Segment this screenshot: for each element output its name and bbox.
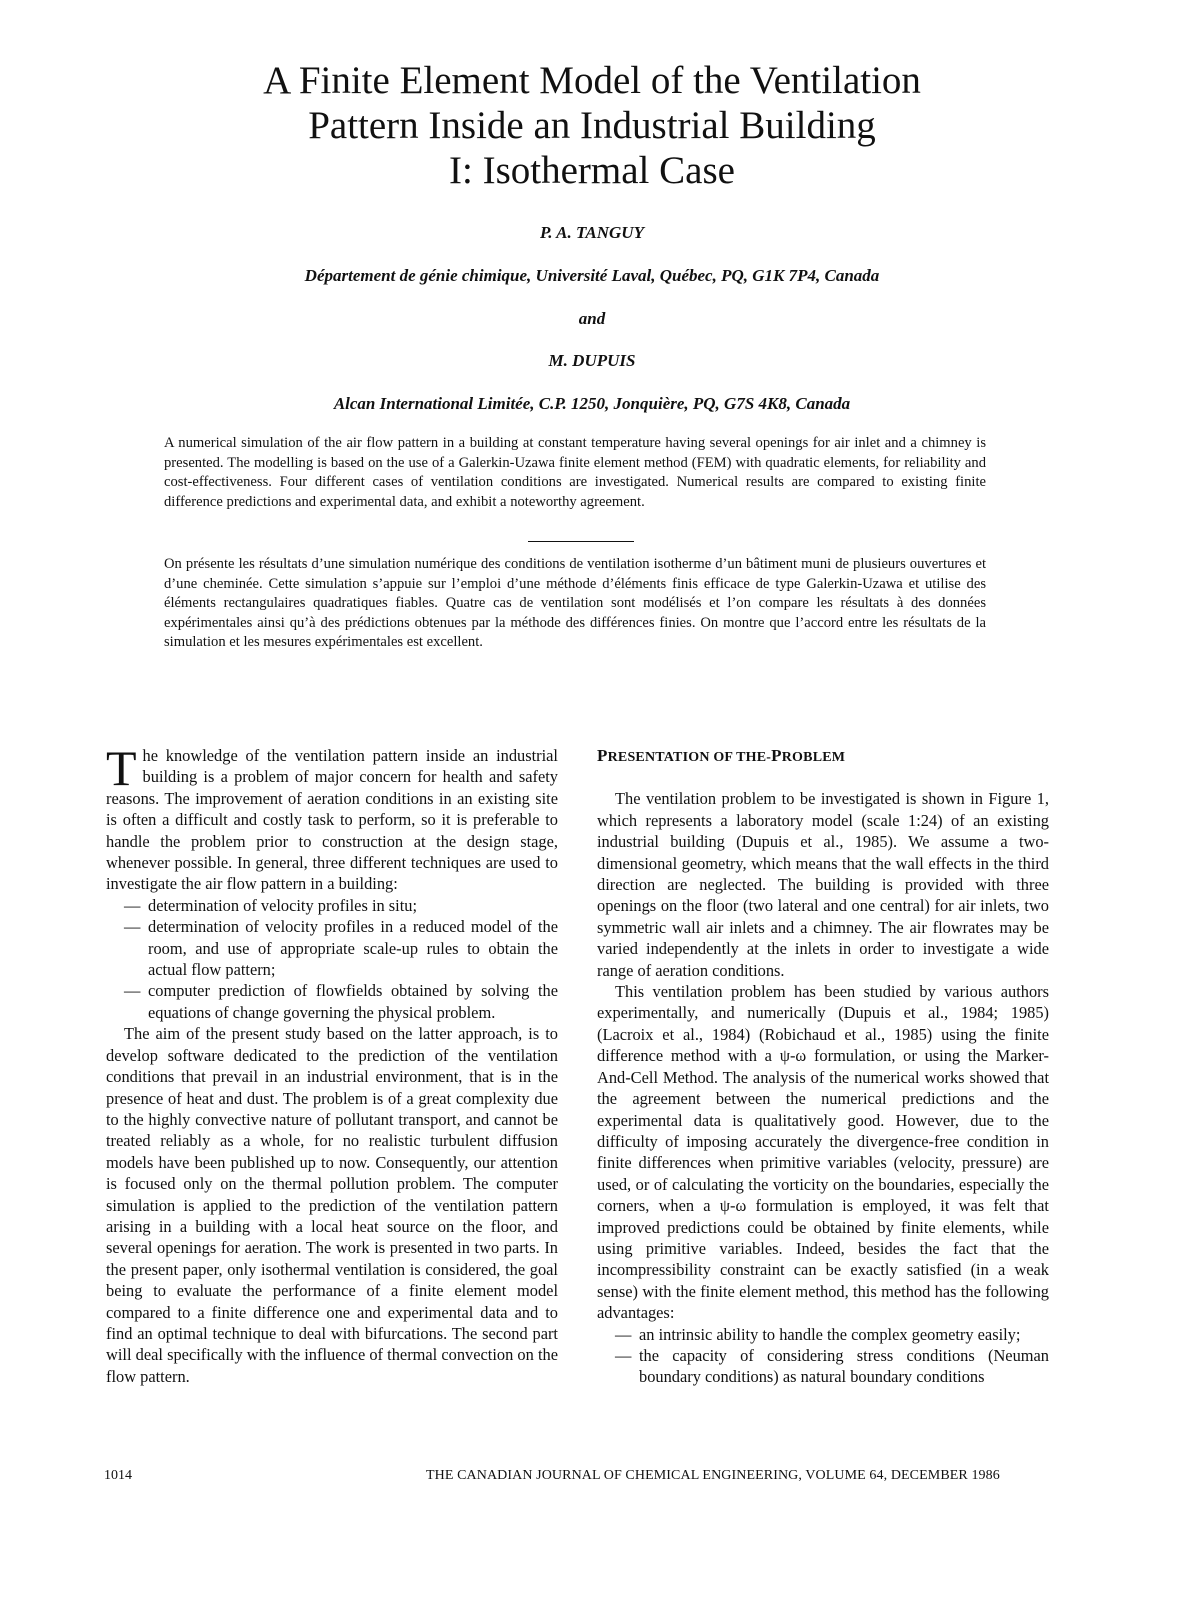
technique-list [106, 895, 558, 1023]
abstract-french: On présente les résultats d’une simulation numérique des conditions de ventilation isotherme d’un bâtiment muni de plusieurs ouvertures et d’une cheminée. Cette simulation s’appuie sur l’emploi d’une méthode d’éléments finis efficace de type Galerkin-Uzawa et utilise des éléments rectangulaires quadratiques fiables. Quatre cas de ventilation sont modélisés et l’on compare les résultats à des données expérimentales ainsi qu’à des prédictions obtenues par la méthode des différences finies. On montre que l’accord entre les résultats de la simulation et les mesures expérimentales est excellent. [164, 556, 986, 650]
list-item: — determination of velocity profiles in situ; [106, 895, 558, 916]
section-heading: PRESENTATION OF THE‑PROBLEM [597, 746, 846, 765]
affiliation-2: Alcan International Limitée, C.P. 1250, Jonquière, PQ, G7S 4K8, Canada [333, 394, 851, 413]
left-column [106, 740, 558, 1387]
title-line-3: I: Isothermal Case [449, 149, 735, 192]
body-paragraph: The aim of the present study based on the latter approach, is to develop software dedicated to the prediction of the ventilation conditions that prevail in an industrial environment, that is in the presence of heat and dust. The problem is of a great complexity due to the highly convective nature of pollutant transport, and cannot be treated reliably as a whole, for no realistic turbulent diffusion models have been published up to now. Consequently, our attention is focused only on the thermal pollution problem. The computer simulation is applied to the prediction of the ventilation pattern arising in a building with a local heat source on the floor, and several openings for aeration. The work is presented in two parts. In the present paper, only isothermal ventilation is considered, the goal being to evaluate the performance of a finite element model compared to a finite difference one and experimental data and to find an optimal technique to deal with bifurcations. The second part will deal specifically with the influence of thermal convection on the flow pattern. [106, 1024, 558, 1386]
author-2: M. DUPUIS [548, 351, 636, 370]
title-line-2: Pattern Inside an Industrial Building [308, 104, 876, 147]
drop-cap: T [106, 740, 137, 796]
title-line-1: A Finite Element Model of the Ventilation [263, 59, 921, 102]
body-paragraph: The ventilation problem to be investigated is shown in Figure 1, which represents a laboratory model (scale 1:24) of an existing industrial building (Dupuis et al., 1985). We assume a two-dimensional geometry, which means that the wall effects in the third direction are neglected. The building is provided with three openings on the floor (two lateral and one central) for air inlets, two symmetric wall air inlets and a chimney. The air flowrates may be varied independently at the inlets in order to investigate a wide range of aeration conditions. [597, 789, 1049, 980]
affiliation-1: Département de génie chimique, Université Laval, Québec, PQ, G1K 7P4, Canada [304, 266, 880, 285]
body-paragraph: This ventilation problem has been studied by various authors experimentally, and numerically (Dupuis et al., 1984; 1985) (Lacroix et al., 1984) (Robichaud et al., 1985) using the finite difference method with a ψ-ω formulation, or using the Marker-And-Cell Method. The analysis of the numerical works showed that the agreement between the numerical predictions and the experimental data is qualitatively good. However, due to the difficulty of imposing accurately the divergence-free condition in finite differences when primitive variables (velocity, pressure) are used, or of calculating the vorticity on the boundaries, especially the corners, when a ψ-ω formulation is employed, it was felt that improved predictions could be obtained by finite elements, while using primitive variables. Indeed, besides the fact that the incompressibility constraint can be exactly satisfied (in a weak sense) with the finite element method, this method has the following advantages: [597, 982, 1049, 1323]
advantages-list [597, 1324, 1049, 1388]
abstract-divider [528, 541, 634, 542]
list-item: — an intrinsic ability to handle the complex geometry easily; [597, 1324, 1049, 1345]
page-number: 1014 [104, 1468, 132, 1483]
author-1: P. A. TANGUY [540, 223, 644, 242]
right-column [597, 745, 1049, 1388]
intro-text: he knowledge of the ventilation pattern inside an industrial building is a problem of major concern for health and safety reasons. The improvement of aeration conditions in an existing site is often a difficult and costly task to perform, so it is preferable to handle the problem prior to construction at the design stage, whenever possible. In general, three different techniques are used to investigate the air flow pattern in a building: [106, 746, 558, 894]
intro-paragraph [106, 740, 558, 895]
list-item: — computer prediction of flowfields obtained by solving the equations of change governing the physical problem. [106, 980, 558, 1023]
list-item: — the capacity of considering stress conditions (Neuman boundary conditions) as natural boundary conditions [597, 1345, 1049, 1388]
list-item: — determination of velocity profiles in a reduced model of the room, and use of appropriate scale-up rules to obtain the actual flow pattern; [106, 916, 558, 980]
paper-title [150, 58, 1034, 193]
journal-footer: THE CANADIAN JOURNAL OF CHEMICAL ENGINEERING, VOLUME 64, DECEMBER 1986 [426, 1468, 1000, 1483]
abstract-english: A numerical simulation of the air flow pattern in a building at constant temperature having several openings for air inlet and a chimney is presented. The modelling is based on the use of a Galerkin-Uzawa finite element method (FEM) with quadratic elements, for reliability and cost-effectiveness. Four different cases of ventilation conditions are investigated. Numerical results are compared to existing finite difference predictions and experimental data, and exhibit a noteworthy agreement. [164, 435, 986, 510]
author-conjunction: and [578, 309, 606, 328]
